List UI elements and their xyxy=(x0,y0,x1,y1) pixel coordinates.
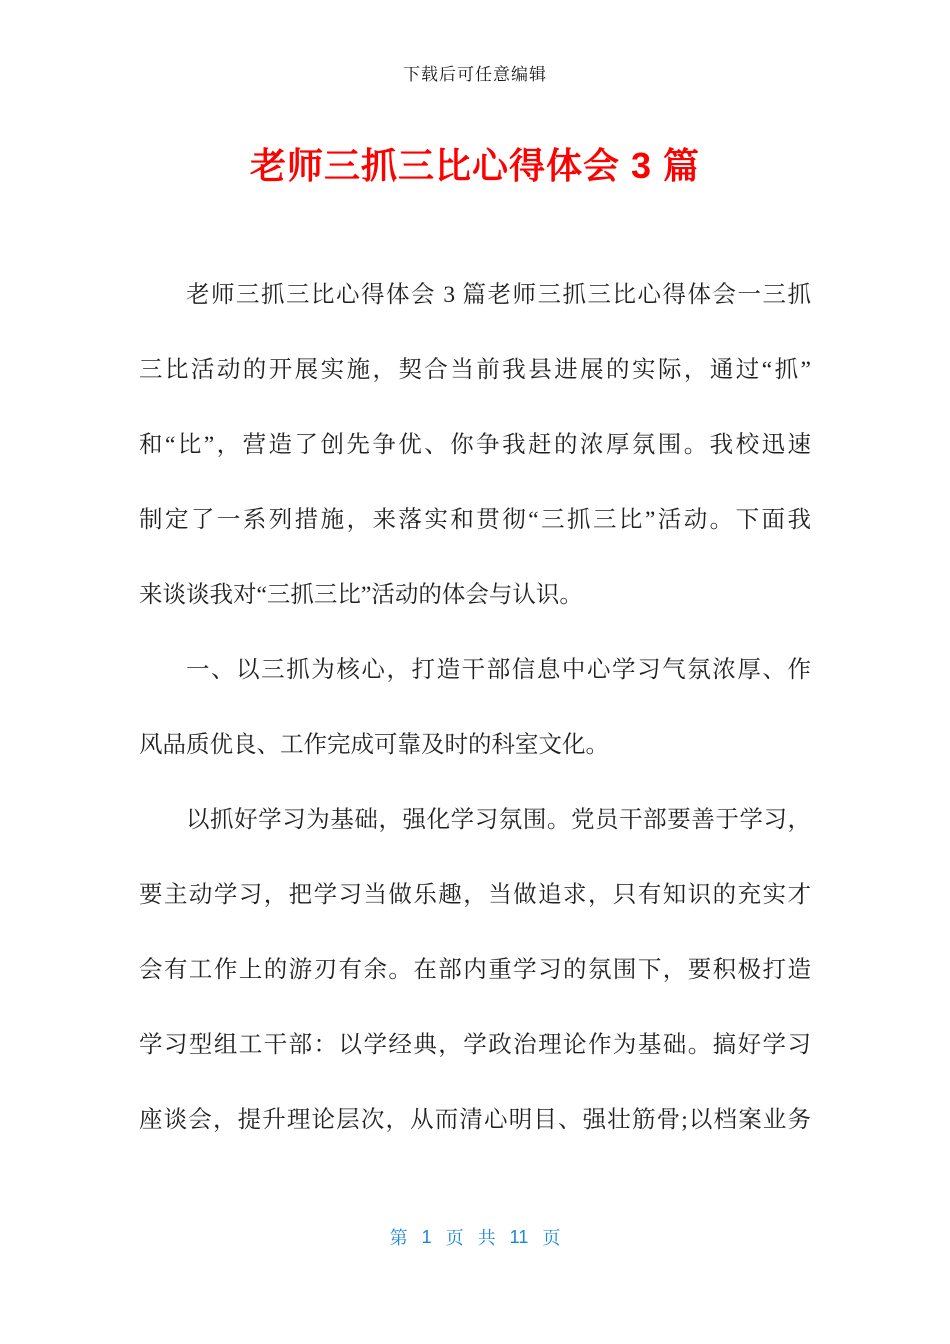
text-line: 座谈会，提升理论层次，从而清心明目、强壮筋骨;以档案业务 xyxy=(139,1107,811,1133)
paragraph-study xyxy=(139,783,811,1158)
text-line: 来谈谈我对“三抓三比”活动的体会与认识。 xyxy=(139,582,583,608)
paragraph-intro xyxy=(139,258,811,633)
text-line: 和“比”，营造了创先争优、你争我赶的浓厚氛围。我校迅速 xyxy=(139,432,811,458)
text-line: 风品质优良、工作完成可靠及时的科室文化。 xyxy=(139,732,609,758)
footer-page-label: 页 xyxy=(445,1228,464,1248)
document-title: 老师三抓三比心得体会 3 篇 xyxy=(249,145,701,186)
text-line: 一、以三抓为核心，打造干部信息中心学习气氛浓厚、作 xyxy=(186,657,811,683)
text-line: 三比活动的开展实施，契合当前我县进展的实际，通过“抓” xyxy=(139,357,811,383)
footer-page-prefix: 第 xyxy=(389,1228,408,1248)
footer-page-suffix: 页 xyxy=(542,1228,561,1248)
page-header xyxy=(0,60,950,85)
footer-current-page: 1 xyxy=(421,1226,432,1247)
text-line: 学习型组工干部：以学经典，学政治理论作为基础。搞好学习 xyxy=(139,1032,811,1058)
text-line: 制定了一系列措施，来落实和贯彻“三抓三比”活动。下面我 xyxy=(139,507,811,533)
footer-total-pages: 11 xyxy=(509,1226,529,1247)
document-body xyxy=(139,258,811,1158)
text-line: 以抓好学习为基础，强化学习氛围。党员干部要善于学习， xyxy=(186,807,811,833)
text-line: 老师三抓三比心得体会 3 篇老师三抓三比心得体会一三抓 xyxy=(186,282,811,308)
edit-note: 下载后可任意编辑 xyxy=(403,65,547,84)
text-line: 要主动学习，把学习当做乐趣，当做追求，只有知识的充实才 xyxy=(139,882,811,908)
text-line: 会有工作上的游刃有余。在部内重学习的氛围下，要积极打造 xyxy=(139,957,811,983)
page-footer xyxy=(0,1224,950,1250)
paragraph-heading-one xyxy=(139,633,811,783)
footer-of-label: 共 xyxy=(477,1228,496,1248)
